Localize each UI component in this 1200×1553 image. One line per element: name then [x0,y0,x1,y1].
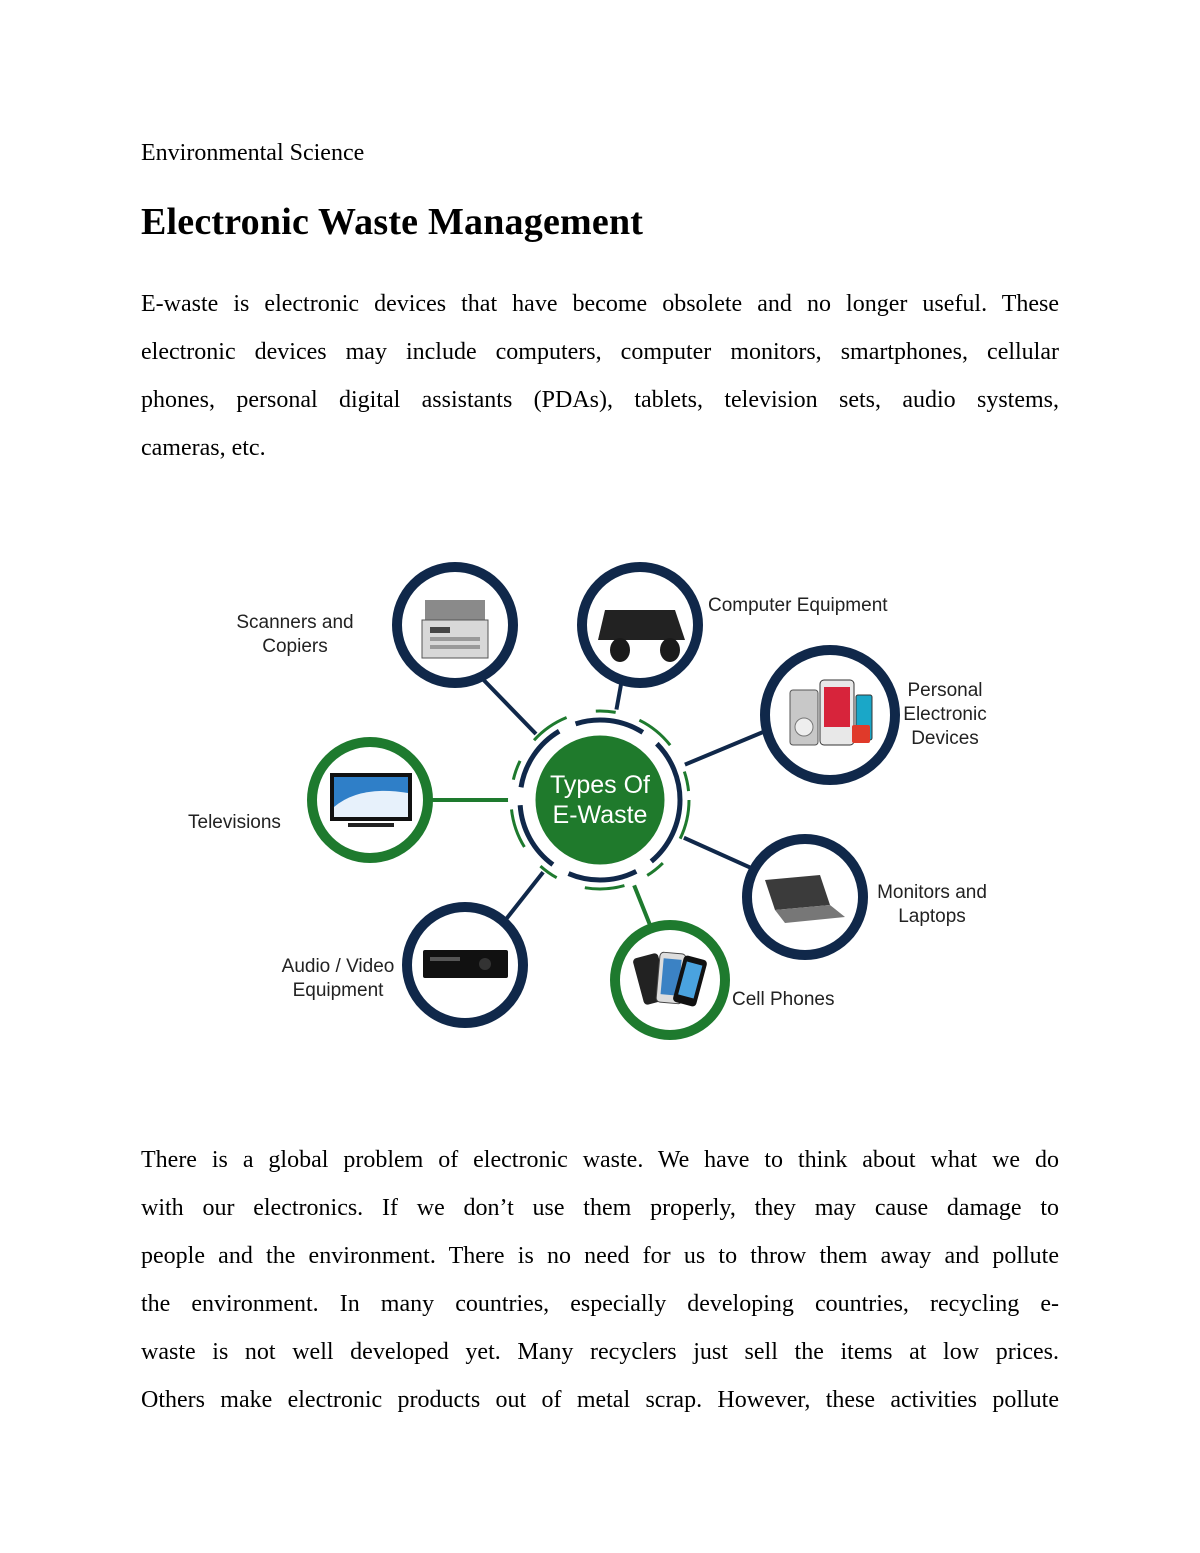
label-line: Electronic [903,704,987,725]
label-monitors-laptops [868,881,996,929]
label-line: Cell Phones [732,989,835,1010]
node-televisions [312,742,428,858]
paragraph-line: the environment. In many countries, especially developing countries, recycling e- [141,1291,1059,1317]
label-line: Audio / Video [281,956,395,977]
label-line: Televisions [188,812,281,833]
copier-icon [422,600,488,658]
paragraph-line: people and the environment. There is no need for us to throw them away and pollute [141,1243,1059,1269]
page-title: Electronic Waste Management [141,201,644,243]
node-audio-video [407,907,523,1023]
label-line: Personal [907,680,983,701]
label-audio-video [272,955,404,1003]
label-line: Devices [911,728,979,749]
paragraph-line: with our electronics. If we don’t use them properly, they may cause damage to [141,1195,1059,1221]
intro-paragraph [141,280,1059,472]
label-line: Scanners and [236,612,354,633]
label-line: Computer Equipment [708,595,888,616]
ewaste-types-diagram [180,545,1020,1055]
center-label-line: E-Waste [552,801,648,829]
subject-heading: Environmental Science [141,140,365,166]
label-line: Copiers [262,636,328,657]
problem-paragraph [141,1136,1059,1424]
smartphones-icon [632,952,708,1007]
node-monitors-laptops [747,839,863,955]
paragraph-line: waste is not well developed yet. Many recyclers just sell the items at low prices. [141,1339,1059,1365]
node-computer-equipment [582,567,698,683]
center-label [540,770,660,830]
paragraph-line: cameras, etc. [141,435,266,461]
paragraph-line: electronic devices may include computers, computer monitors, smartphones, cellular [141,339,1059,365]
av-receiver-icon [423,950,508,978]
paragraph-line: There is a global problem of electronic waste. We have to think about what we do [141,1147,1059,1173]
paragraph-line: Others make electronic products out of metal scrap. However, these activities pollute [141,1387,1059,1413]
label-cell-phones [732,988,852,1012]
label-line: Laptops [898,906,966,927]
node-copier [397,567,513,683]
node-cell-phones [615,925,725,1035]
label-personal-devices [890,679,1000,751]
label-line: Equipment [292,980,384,1001]
center-label-line: Types Of [549,771,651,799]
paragraph-line: phones, personal digital assistants (PDAs), tablets, television sets, audio systems, [141,387,1059,413]
label-computer-equipment [708,594,908,618]
television-icon [330,773,412,827]
label-line: Monitors and [877,882,987,903]
paragraph-line: E-waste is electronic devices that have become obsolete and no longer useful. These [141,291,1059,317]
label-scanners-copiers [225,611,365,659]
label-televisions [188,811,298,835]
node-personal-devices [765,650,895,780]
